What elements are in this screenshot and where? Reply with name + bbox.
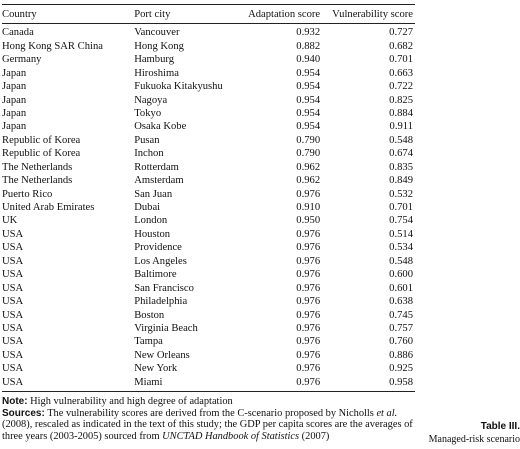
cell-country: USA [2, 269, 24, 281]
cell-port-city: Providence [134, 242, 182, 254]
header-row [2, 5, 415, 24]
cell-port-city: Hamburg [134, 54, 175, 66]
table-caption [420, 421, 520, 446]
cell-adaptation-score: 0.940 [296, 54, 321, 66]
cell-country: Germany [2, 54, 42, 66]
sources-label: Sources: [2, 407, 45, 419]
header-vulnerability-score: Vulnerability score [332, 5, 415, 24]
cell-vulnerability-score: 0.849 [389, 175, 413, 187]
scores-table [2, 4, 415, 392]
cell-adaptation-score: 0.790 [296, 148, 321, 160]
table-row [2, 40, 415, 53]
caption-title: Table III. [480, 421, 520, 432]
header-port-city: Port city [134, 5, 230, 24]
cell-port-city: Inchon [134, 148, 164, 160]
note-label: Note: [2, 396, 28, 407]
cell-port-city: Nagoya [134, 94, 168, 106]
cell-adaptation-score: 0.976 [296, 228, 321, 240]
cell-country: USA [2, 242, 24, 254]
cell-adaptation-score: 0.950 [296, 215, 321, 227]
cell-port-city: New York [134, 363, 178, 375]
cell-country: Japan [2, 94, 27, 106]
table-row [2, 335, 415, 348]
table-row [2, 80, 415, 93]
cell-port-city: Tokyo [134, 107, 162, 119]
cell-vulnerability-score: 0.534 [389, 242, 413, 254]
cell-adaptation-score: 0.976 [296, 309, 321, 321]
cell-country: USA [2, 228, 24, 240]
header-country: Country [2, 5, 134, 24]
cell-country: Hong Kong SAR China [2, 40, 103, 52]
cell-country: Japan [2, 107, 27, 119]
table-row [2, 120, 415, 133]
table-row [2, 308, 415, 321]
cell-port-city: London [134, 215, 168, 227]
table-row [2, 174, 415, 187]
table-row [2, 147, 415, 160]
cell-port-city: Boston [134, 309, 165, 321]
cell-adaptation-score: 0.976 [296, 255, 321, 267]
cell-country: USA [2, 282, 24, 294]
table-row [2, 268, 415, 281]
cell-vulnerability-score: 0.601 [389, 282, 413, 294]
table-body [2, 24, 415, 392]
cell-adaptation-score: 0.976 [296, 242, 321, 254]
cell-vulnerability-score: 0.925 [389, 363, 413, 375]
cell-vulnerability-score: 0.745 [389, 309, 413, 321]
cell-adaptation-score: 0.976 [296, 282, 321, 294]
cell-port-city: Miami [134, 376, 230, 392]
table-row [2, 322, 415, 335]
data-table-container [2, 4, 415, 392]
cell-country: Canada [2, 27, 34, 39]
cell-adaptation-score: 0.882 [296, 40, 321, 52]
cell-port-city: San Francisco [134, 282, 194, 294]
cell-port-city: Tampa [134, 336, 163, 348]
cell-country: USA [2, 336, 24, 348]
cell-country: USA [2, 363, 24, 375]
table-row [2, 201, 415, 214]
cell-vulnerability-score: 0.548 [389, 134, 413, 146]
sources-text-3: (2007) [299, 430, 330, 442]
cell-country: UK [2, 215, 18, 227]
cell-country: The Netherlands [2, 175, 73, 187]
cell-vulnerability-score: 0.532 [389, 188, 413, 200]
cell-port-city: Pusan [134, 134, 160, 146]
table-row [2, 53, 415, 66]
cell-country: USA [2, 255, 24, 267]
table-row [2, 187, 415, 200]
sources-line [2, 408, 415, 443]
cell-vulnerability-score: 0.722 [389, 81, 413, 93]
table-row [2, 93, 415, 106]
table-row [2, 134, 415, 147]
cell-country: USA [2, 376, 134, 392]
table-row [2, 295, 415, 308]
cell-adaptation-score: 0.954 [296, 94, 321, 106]
cell-adaptation-score: 0.976 [296, 336, 321, 348]
table-row [2, 107, 415, 120]
cell-country: Puerto Rico [2, 188, 53, 200]
table-row [2, 376, 415, 392]
cell-adaptation-score: 0.962 [296, 161, 321, 173]
cell-vulnerability-score: 0.757 [389, 322, 413, 334]
cell-port-city: Los Angeles [134, 255, 187, 267]
cell-port-city: Virginia Beach [134, 322, 198, 334]
cell-adaptation-score: 0.976 [296, 296, 321, 308]
sources-text-2: (2008), rescaled as indicated in the text of this study; the GDP per capita scores are the averages of three years (2003-2005) sourced from [2, 419, 413, 442]
cell-country: The Netherlands [2, 161, 73, 173]
table-row [2, 24, 415, 40]
cell-vulnerability-score: 0.682 [389, 40, 413, 52]
table-row [2, 362, 415, 375]
cell-vulnerability-score: 0.760 [389, 336, 413, 348]
cell-country: Republic of Korea [2, 134, 81, 146]
cell-vulnerability-score: 0.548 [389, 255, 413, 267]
cell-adaptation-score: 0.976 [296, 322, 321, 334]
cell-vulnerability-score: 0.911 [389, 121, 413, 133]
caption-subtitle: Managed-risk scenario [428, 433, 520, 445]
cell-vulnerability-score: 0.663 [389, 67, 413, 79]
cell-vulnerability-score: 0.514 [389, 228, 413, 240]
cell-port-city: Hong Kong [134, 40, 184, 52]
cell-country: Republic of Korea [2, 148, 81, 160]
cell-adaptation-score: 0.976 [296, 349, 321, 361]
cell-country: USA [2, 349, 24, 361]
header-adaptation-score: Adaptation score [230, 5, 332, 24]
sources-italic-2: UNCTAD Handbook of Statistics [162, 430, 300, 442]
cell-adaptation-score: 0.976 [230, 376, 332, 392]
cell-port-city: Amsterdam [134, 175, 184, 187]
cell-adaptation-score: 0.976 [296, 188, 321, 200]
table-row [2, 255, 415, 268]
cell-adaptation-score: 0.976 [296, 269, 321, 281]
cell-port-city: Houston [134, 228, 171, 240]
cell-country: USA [2, 322, 24, 334]
cell-vulnerability-score: 0.884 [389, 107, 413, 119]
cell-vulnerability-score: 0.674 [389, 148, 413, 160]
cell-adaptation-score: 0.962 [296, 175, 321, 187]
cell-adaptation-score: 0.954 [296, 81, 321, 93]
table-row [2, 214, 415, 227]
cell-port-city: Vancouver [134, 27, 180, 39]
table-row [2, 67, 415, 80]
cell-port-city: Baltimore [134, 269, 177, 281]
cell-country: USA [2, 296, 24, 308]
cell-port-city: Rotterdam [134, 161, 179, 173]
cell-vulnerability-score: 0.600 [389, 269, 413, 281]
cell-port-city: Fukuoka Kitakyushu [134, 81, 223, 93]
cell-country: Japan [2, 121, 27, 133]
table-header [2, 5, 415, 24]
table-row [2, 349, 415, 362]
table-row [2, 228, 415, 241]
note-text: High vulnerability and high degree of adaptation [27, 396, 233, 407]
cell-adaptation-score: 0.910 [296, 202, 321, 213]
cell-port-city: Philadelphia [134, 296, 188, 308]
cell-adaptation-score: 0.954 [296, 121, 321, 133]
cell-vulnerability-score: 0.958 [332, 376, 415, 392]
cell-port-city: Hiroshima [134, 67, 179, 79]
cell-adaptation-score: 0.932 [296, 27, 321, 39]
cell-adaptation-score: 0.954 [296, 67, 321, 79]
cell-adaptation-score: 0.790 [296, 134, 321, 146]
cell-vulnerability-score: 0.835 [389, 161, 413, 173]
cell-country: USA [2, 309, 24, 321]
cell-port-city: Osaka Kobe [134, 121, 187, 133]
cell-port-city: New Orleans [134, 349, 190, 361]
table-row [2, 241, 415, 254]
cell-vulnerability-score: 0.701 [389, 54, 413, 66]
note-line [2, 396, 415, 408]
cell-country: Japan [2, 67, 27, 79]
cell-vulnerability-score: 0.727 [389, 27, 413, 39]
cell-vulnerability-score: 0.701 [389, 202, 413, 213]
cell-country: United Arab Emirates [2, 202, 95, 213]
cell-port-city: San Juan [134, 188, 173, 200]
sources-italic-1: et al. [376, 407, 398, 419]
cell-vulnerability-score: 0.754 [389, 215, 413, 227]
cell-vulnerability-score: 0.886 [389, 349, 413, 361]
table-row [2, 161, 415, 174]
cell-adaptation-score: 0.976 [296, 363, 321, 375]
cell-port-city: Dubai [134, 202, 161, 213]
cell-country: Japan [2, 81, 27, 93]
cell-vulnerability-score: 0.638 [389, 296, 413, 308]
cell-vulnerability-score: 0.825 [389, 94, 413, 106]
table-notes [2, 396, 415, 442]
sources-text-1: The vulnerability scores are derived from the C-scenario proposed by Nicholls [44, 407, 377, 419]
cell-adaptation-score: 0.954 [296, 107, 321, 119]
table-row [2, 282, 415, 295]
